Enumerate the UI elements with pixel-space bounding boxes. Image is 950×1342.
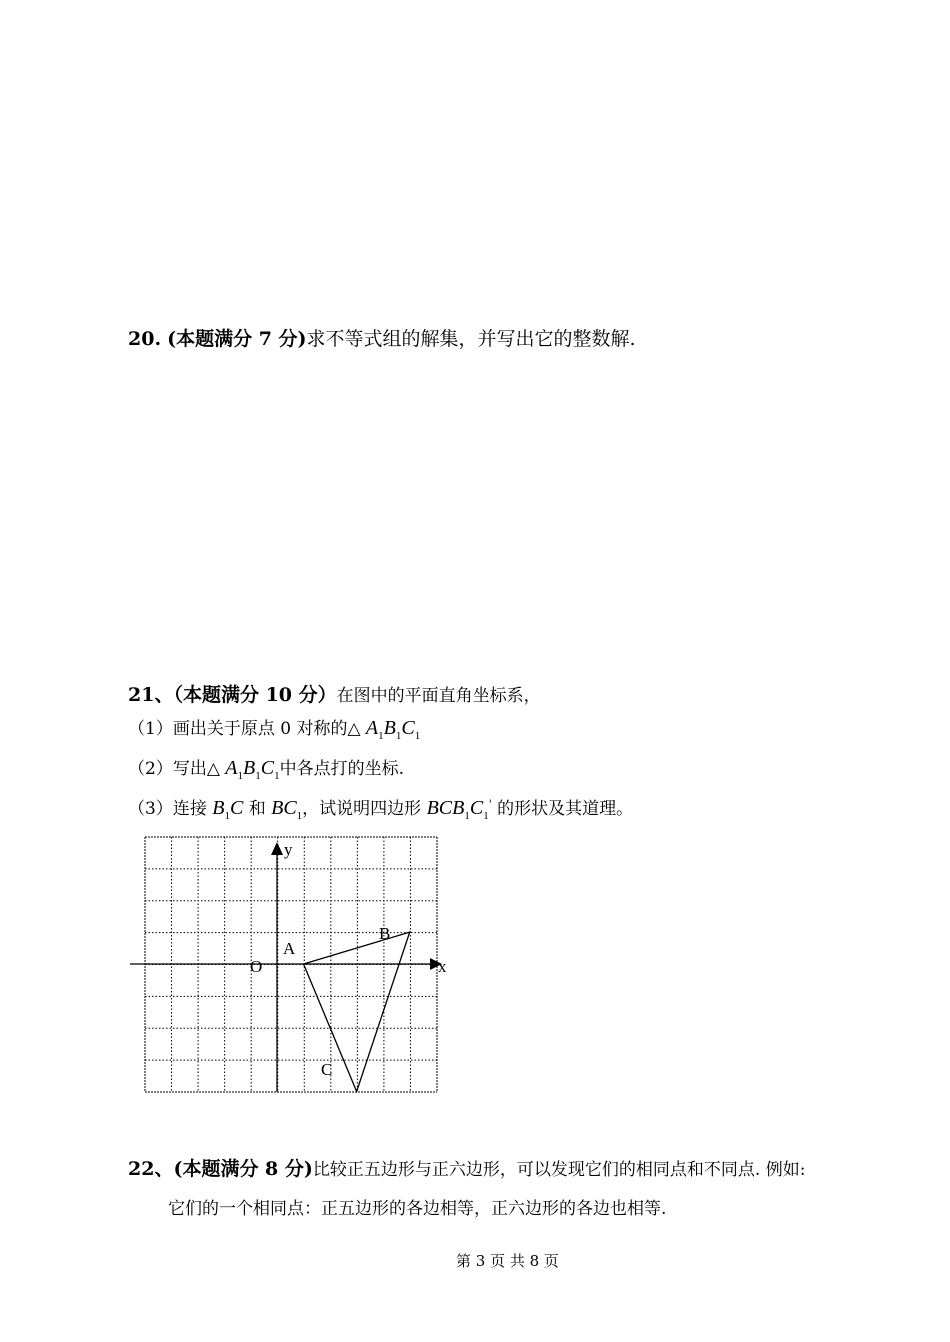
point-c-label: C: [321, 1060, 333, 1079]
y-axis-arrow-icon: [271, 842, 283, 855]
prime-mark: ': [488, 797, 492, 811]
triangle-a1b1c1-math: $A_1B_1C_1$: [365, 717, 421, 742]
question-21-text: 在图中的平面直角坐标系，: [336, 686, 541, 706]
triangle-abc: [304, 932, 410, 1091]
item-2-suffix: 中各点打的坐标.: [279, 759, 404, 779]
question-22-text: 比较正五边形与正六边形，可以发现它们的相同点和不同点. 例如:: [312, 1160, 806, 1180]
question-20-text: 求不等式组的解集，并写出它的整数解.: [306, 328, 636, 350]
point-a-label: A: [283, 939, 296, 958]
item-1-text: （1）画出关于原点 0 对称的△: [128, 719, 361, 739]
axes: [130, 842, 442, 1092]
question-22-line-2: 它们的一个相同点：正五边形的各边相等，正六边形的各边也相等.: [168, 1199, 667, 1219]
x-axis-label: x: [438, 957, 447, 976]
item-2-prefix: （2）写出△: [128, 759, 220, 779]
question-22-number: 22、: [128, 1158, 174, 1180]
y-axis-label: y: [284, 840, 293, 859]
question-20-number: 20.: [128, 328, 162, 350]
triangle-a1b1c1-math-2: $A_1B_1C_1$: [225, 757, 280, 782]
item-3-and: 和: [248, 799, 266, 819]
origin-label: O: [250, 957, 263, 976]
question-21-score: （本题满分 10 分）: [173, 684, 337, 706]
item-3-prefix: （3）连接: [128, 799, 207, 819]
question-21-number: 21、: [128, 684, 174, 706]
question-22: [128, 1154, 805, 1181]
question-22-score: (本题满分 8 分): [173, 1158, 313, 1180]
point-b-label: B: [379, 924, 391, 943]
item-3-mid: ，试说明四边形: [302, 799, 422, 819]
quadrilateral-bcb1c1-math: $BCB_1C_1$: [426, 797, 489, 822]
question-20-score: (本题满分 7 分): [167, 328, 307, 350]
item-3-suffix: 的形状及其道理。: [497, 799, 634, 819]
triangle-abc-outline: [304, 932, 410, 1091]
segment-b1c-math: $B_1C$: [212, 797, 244, 822]
segment-bc1-math: $BC_1$: [271, 797, 303, 822]
page-footer: 第 3 页 共 8 页: [456, 1252, 559, 1270]
